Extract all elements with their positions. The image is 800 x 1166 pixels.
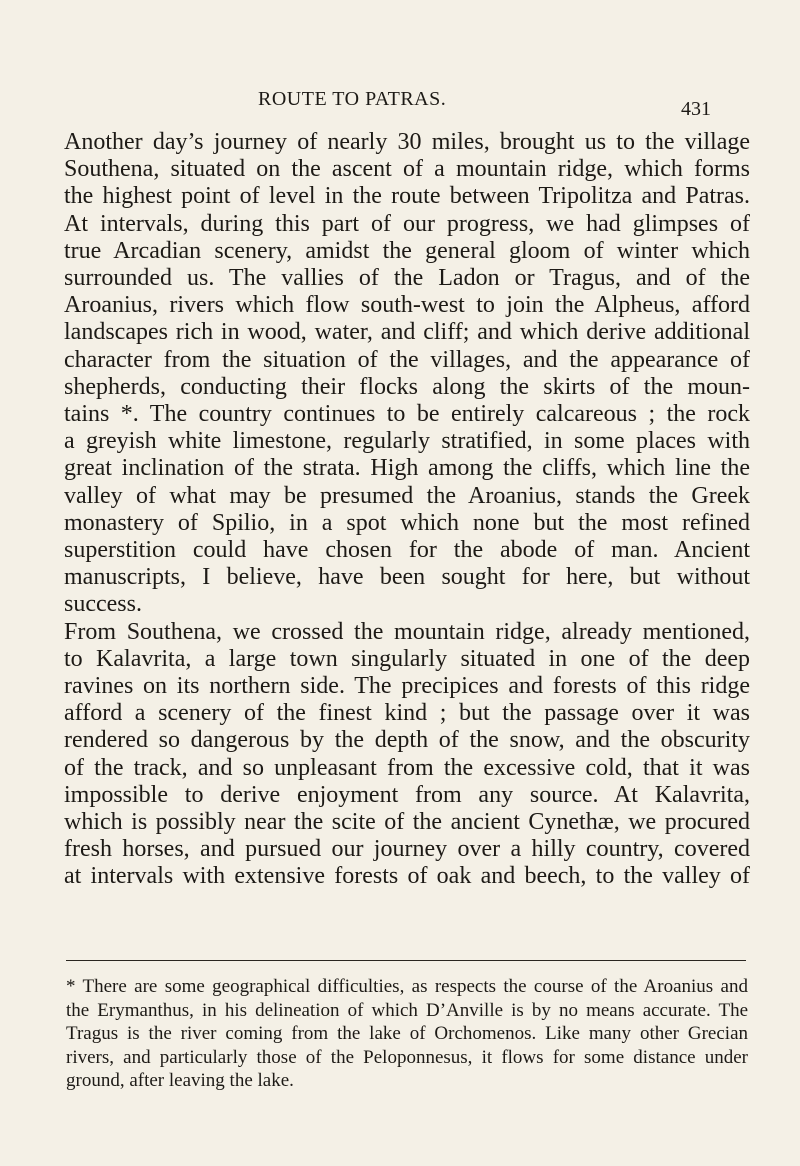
text-line: monastery of Spilio, in a spot which none but the most refined	[64, 509, 750, 536]
text-line: which is possibly near the scite of the ancient Cynethæ, we procured	[64, 809, 750, 836]
text-line: great inclination of the strata. High among the cliffs, which line the	[64, 455, 750, 482]
text-line: Aroanius, rivers which flow south-west to join the Alpheus, afford	[64, 292, 750, 319]
footnote-line: * There are some geographical difficulties, as respects the course of the Aroanius and	[66, 976, 748, 997]
footnote-line: the Erymanthus, in his delineation of which D’Anville is by no means accurate. The	[66, 999, 748, 1021]
text-line: manuscripts, I believe, have been sought for here, but without	[64, 564, 750, 591]
text-line: surrounded us. The vallies of the Ladon or Tragus, and of the	[64, 265, 750, 292]
text-line: tains *. The country continues to be entirely calcareous ; the rock	[64, 401, 750, 428]
page-number: 431	[681, 98, 711, 120]
text-line: of the track, and so unpleasant from the excessive cold, that it was	[64, 754, 750, 781]
text-line: true Arcadian scenery, amidst the general gloom of winter which	[64, 237, 750, 264]
text-line: rendered so dangerous by the depth of the snow, and the obscurity	[64, 727, 750, 754]
footnote	[66, 975, 748, 1093]
text-line: shepherds, conducting their flocks along the skirts of the moun-	[64, 373, 750, 400]
main-text	[64, 129, 750, 891]
text-line: Southena, situated on the ascent of a mountain ridge, which forms	[64, 156, 750, 183]
text-line: fresh horses, and pursued our journey over a hilly country, covered	[64, 836, 750, 863]
text-line: landscapes rich in wood, water, and cliff; and which derive additional	[64, 319, 750, 346]
text-line: At intervals, during this part of our progress, we had glimpses of	[64, 210, 750, 237]
text-line: the highest point of level in the route between Tripolitza and Patras.	[64, 183, 750, 210]
text-line: character from the situation of the villages, and the appearance of	[64, 346, 750, 373]
footnote-line: ground, after leaving the lake.	[66, 1070, 294, 1091]
running-head: ROUTE TO PATRAS.	[258, 88, 447, 110]
text-line: ravines on its northern side. The precipices and forests of this ridge	[64, 673, 750, 700]
text-line: Another day’s journey of nearly 30 miles, brought us to the village	[64, 129, 750, 155]
text-line: a greyish white limestone, regularly stratified, in some places with	[64, 428, 750, 455]
text-line: to Kalavrita, a large town singularly situated in one of the deep	[64, 645, 750, 672]
footnote-line: Tragus is the river coming from the lake of Orchomenos. Like many other Grecian	[66, 1023, 748, 1044]
text-line: From Southena, we crossed the mountain ridge, already mentioned,	[64, 618, 750, 645]
text-line: valley of what may be presumed the Aroanius, stands the Greek	[64, 482, 750, 509]
text-line: superstition could have chosen for the abode of man. Ancient	[64, 537, 750, 564]
footnote-line: rivers, and particularly those of the Peloponnesus, it flows for some distance under	[66, 1046, 748, 1068]
text-line: afford a scenery of the finest kind ; but the passage over it was	[64, 700, 750, 727]
text-line: success.	[64, 591, 142, 618]
footnote-divider	[66, 960, 746, 961]
text-line: at intervals with extensive forests of oak and beech, to the valley of	[64, 863, 750, 890]
text-line: impossible to derive enjoyment from any source. At Kalavrita,	[64, 781, 750, 808]
